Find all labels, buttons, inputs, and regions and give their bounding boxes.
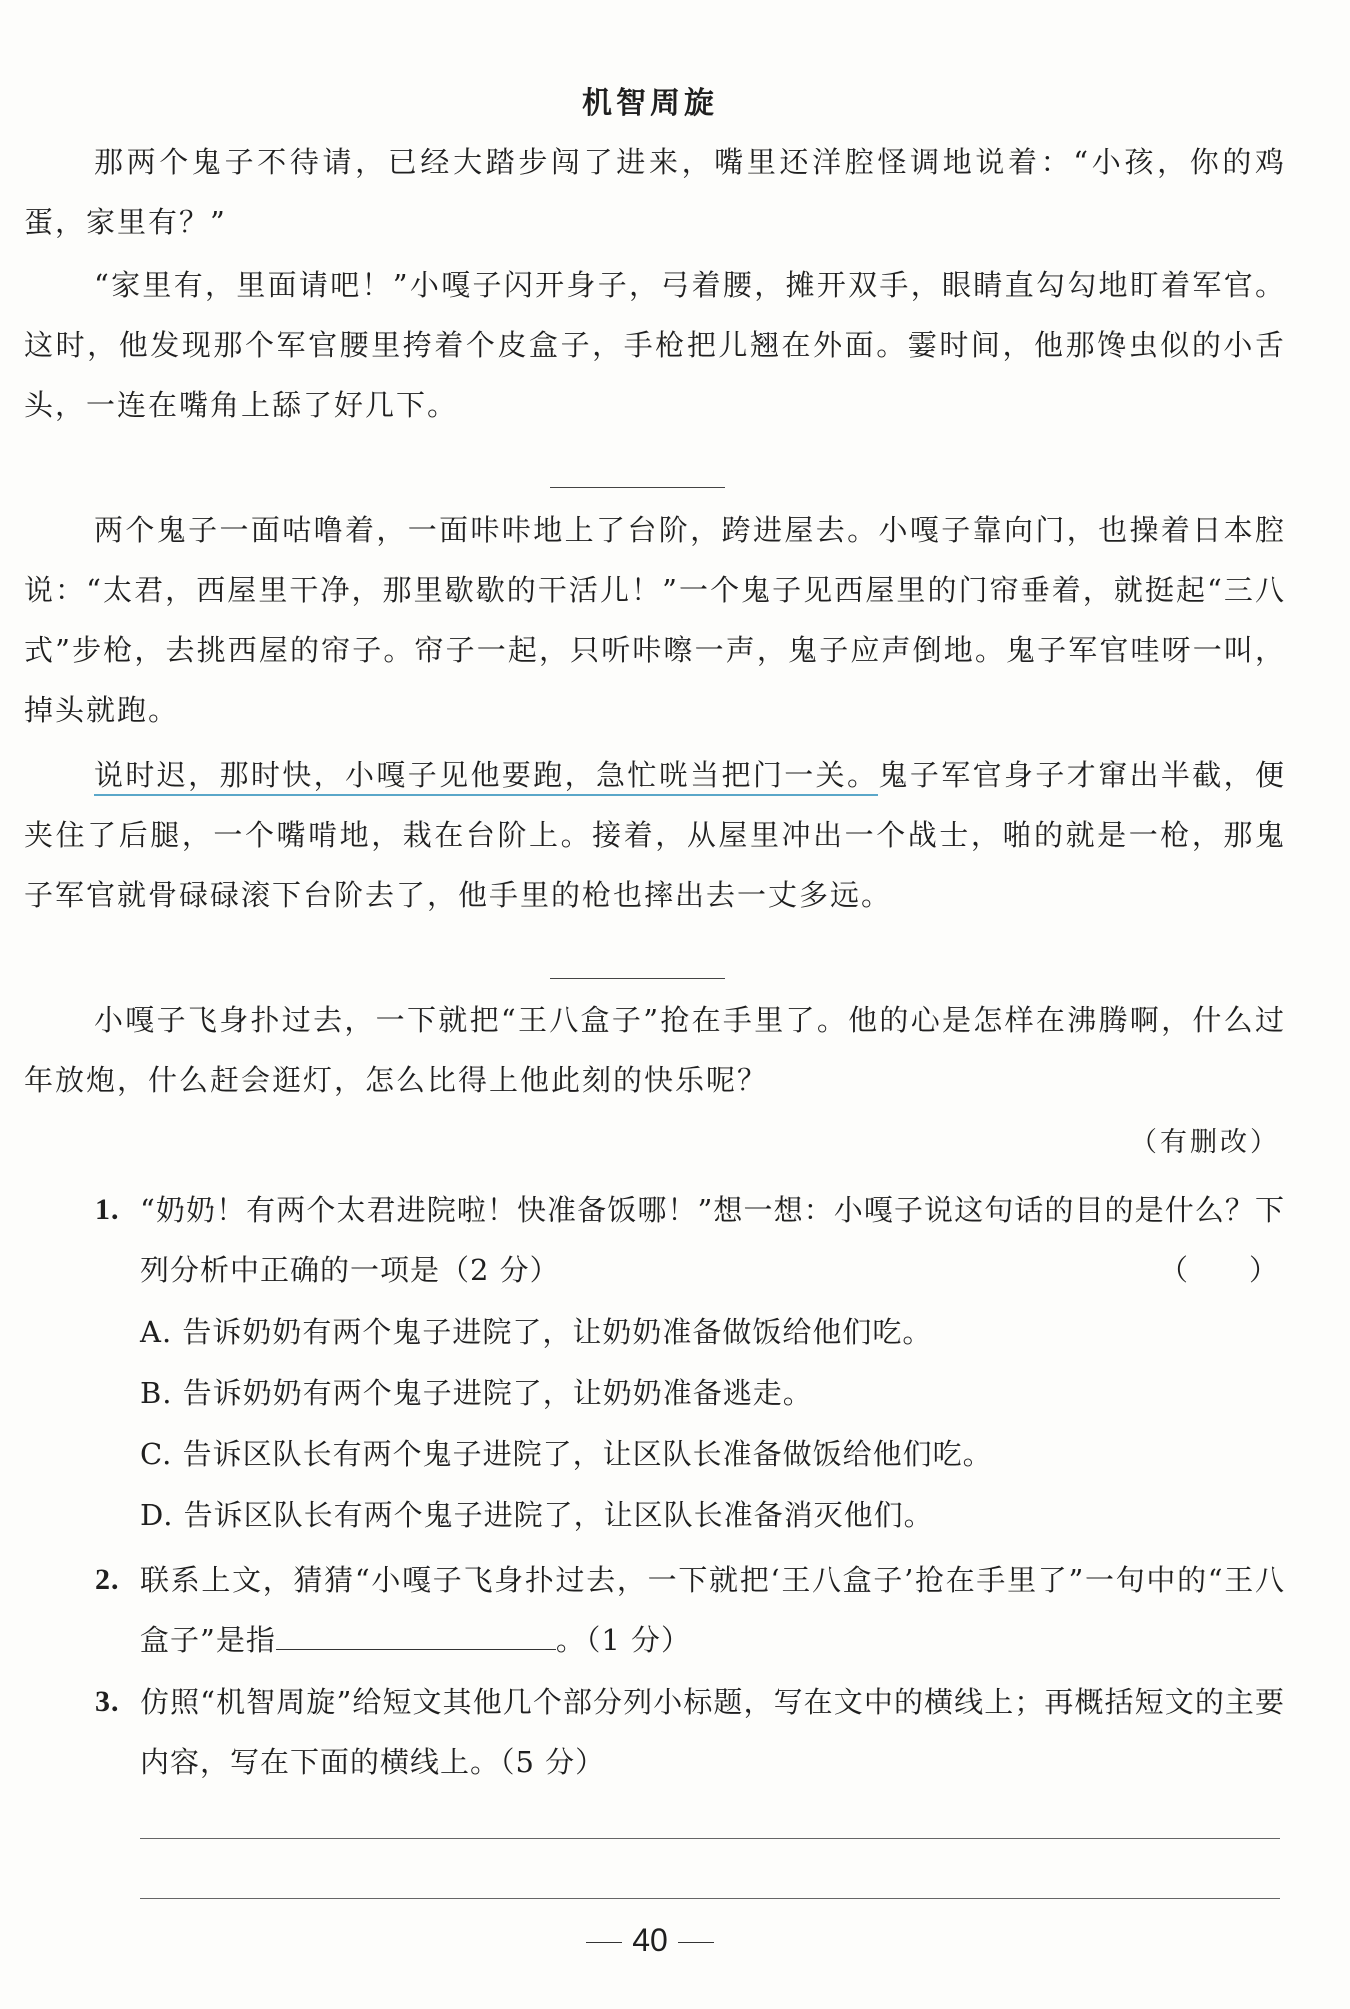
question-1: [95, 1180, 1285, 1300]
answer-line-1[interactable]: [140, 1838, 1280, 1839]
page-number-value: 40: [632, 1922, 668, 1958]
question-1-number: 1.: [95, 1193, 120, 1226]
paragraph-4: [24, 745, 1286, 925]
page-number-dash-right: [678, 1942, 714, 1943]
underlined-sentence: 说时迟，那时快，小嘎子见他要跑，急忙咣当把门一关。: [94, 758, 878, 796]
answer-paren[interactable]: （ ）: [1158, 1253, 1279, 1287]
question-2-number: 2.: [95, 1563, 120, 1596]
passage-title: 机智周旋: [582, 86, 718, 121]
option-c[interactable]: C. 告诉区队长有两个鬼子进院了，让区队长准备做饭给他们吃。: [140, 1437, 993, 1471]
question-1-text: “奶奶！有两个太君进院啦！快准备饭哪！”想一想：小嘎子说这句话的目的是什么？下列分析中正确的一项是（2 分）: [140, 1193, 1285, 1287]
question-2-text-before: 联系上文，猜猜“小嘎子飞身扑过去，一下就把‘王八盒子’抢在手里了”一句中的“王八盒子”是指: [140, 1563, 1285, 1657]
option-a[interactable]: A. 告诉奶奶有两个鬼子进院了，让奶奶准备做饭给他们吃。: [140, 1315, 933, 1349]
question-2-text: [140, 1550, 1285, 1670]
answer-line-2[interactable]: [140, 1898, 1280, 1899]
paragraph-2: “家里有，里面请吧！”小嘎子闪开身子，弓着腰，摊开双手，眼睛直勾勾地盯着军官。这时，他发现那个军官腰里挎着个皮盒子，手枪把儿翘在外面。霎时间，他那馋虫似的小舌头，一连在嘴角上舔了好几下。: [24, 268, 1286, 422]
option-b[interactable]: B. 告诉奶奶有两个鬼子进院了，让奶奶准备逃走。: [140, 1376, 813, 1410]
subtitle-blank-line-2[interactable]: [550, 978, 725, 979]
question-2: [95, 1550, 1285, 1670]
question-3: [95, 1672, 1285, 1792]
page-number-dash-left: [586, 1942, 622, 1943]
question-3-text: 仿照“机智周旋”给短文其他几个部分列小标题，写在文中的横线上；再概括短文的主要内容，写在下面的横线上。（5 分）: [140, 1685, 1285, 1779]
question-2-text-after: 。（1 分）: [555, 1623, 691, 1657]
paragraph-5: 小嘎子飞身扑过去，一下就把“王八盒子”抢在手里了。他的心是怎样在沸腾啊，什么过年放炮，什么赶会逛灯，怎么比得上他此刻的快乐呢？: [24, 1003, 1286, 1097]
page-number: [0, 1922, 1300, 1959]
paragraph-4-rest: 鬼子军官身子才窜出半截，便夹住了后腿，一个嘴啃地，栽在台阶上。接着，从屋里冲出一个战士，啪的就是一枪，那鬼子军官就骨碌碌滚下台阶去了，他手里的枪也摔出去一丈多远。: [24, 758, 1286, 912]
paragraph-3: 两个鬼子一面咕噜着，一面咔咔地上了台阶，跨进屋去。小嘎子靠向门，也操着日本腔说：“太君，西屋里干净，那里歇歇的干活儿！”一个鬼子见西屋里的门帘垂着，就挺起“三八式”步枪，去挑西屋的帘子。帘子一起，只听咔嚓一声，鬼子应声倒地。鬼子军官哇呀一叫，掉头就跑。: [24, 513, 1286, 727]
question-2-answer-blank[interactable]: [276, 1619, 556, 1650]
source-note: （有删改）: [1130, 1127, 1280, 1158]
subtitle-blank-line-1[interactable]: [550, 487, 725, 488]
paragraph-1: 那两个鬼子不待请，已经大踏步闯了进来，嘴里还洋腔怪调地说着：“小孩，你的鸡蛋，家里有？”: [24, 145, 1286, 239]
option-d[interactable]: D. 告诉区队长有两个鬼子进院了，让区队长准备消灭他们。: [140, 1498, 934, 1532]
question-3-number: 3.: [95, 1685, 120, 1718]
